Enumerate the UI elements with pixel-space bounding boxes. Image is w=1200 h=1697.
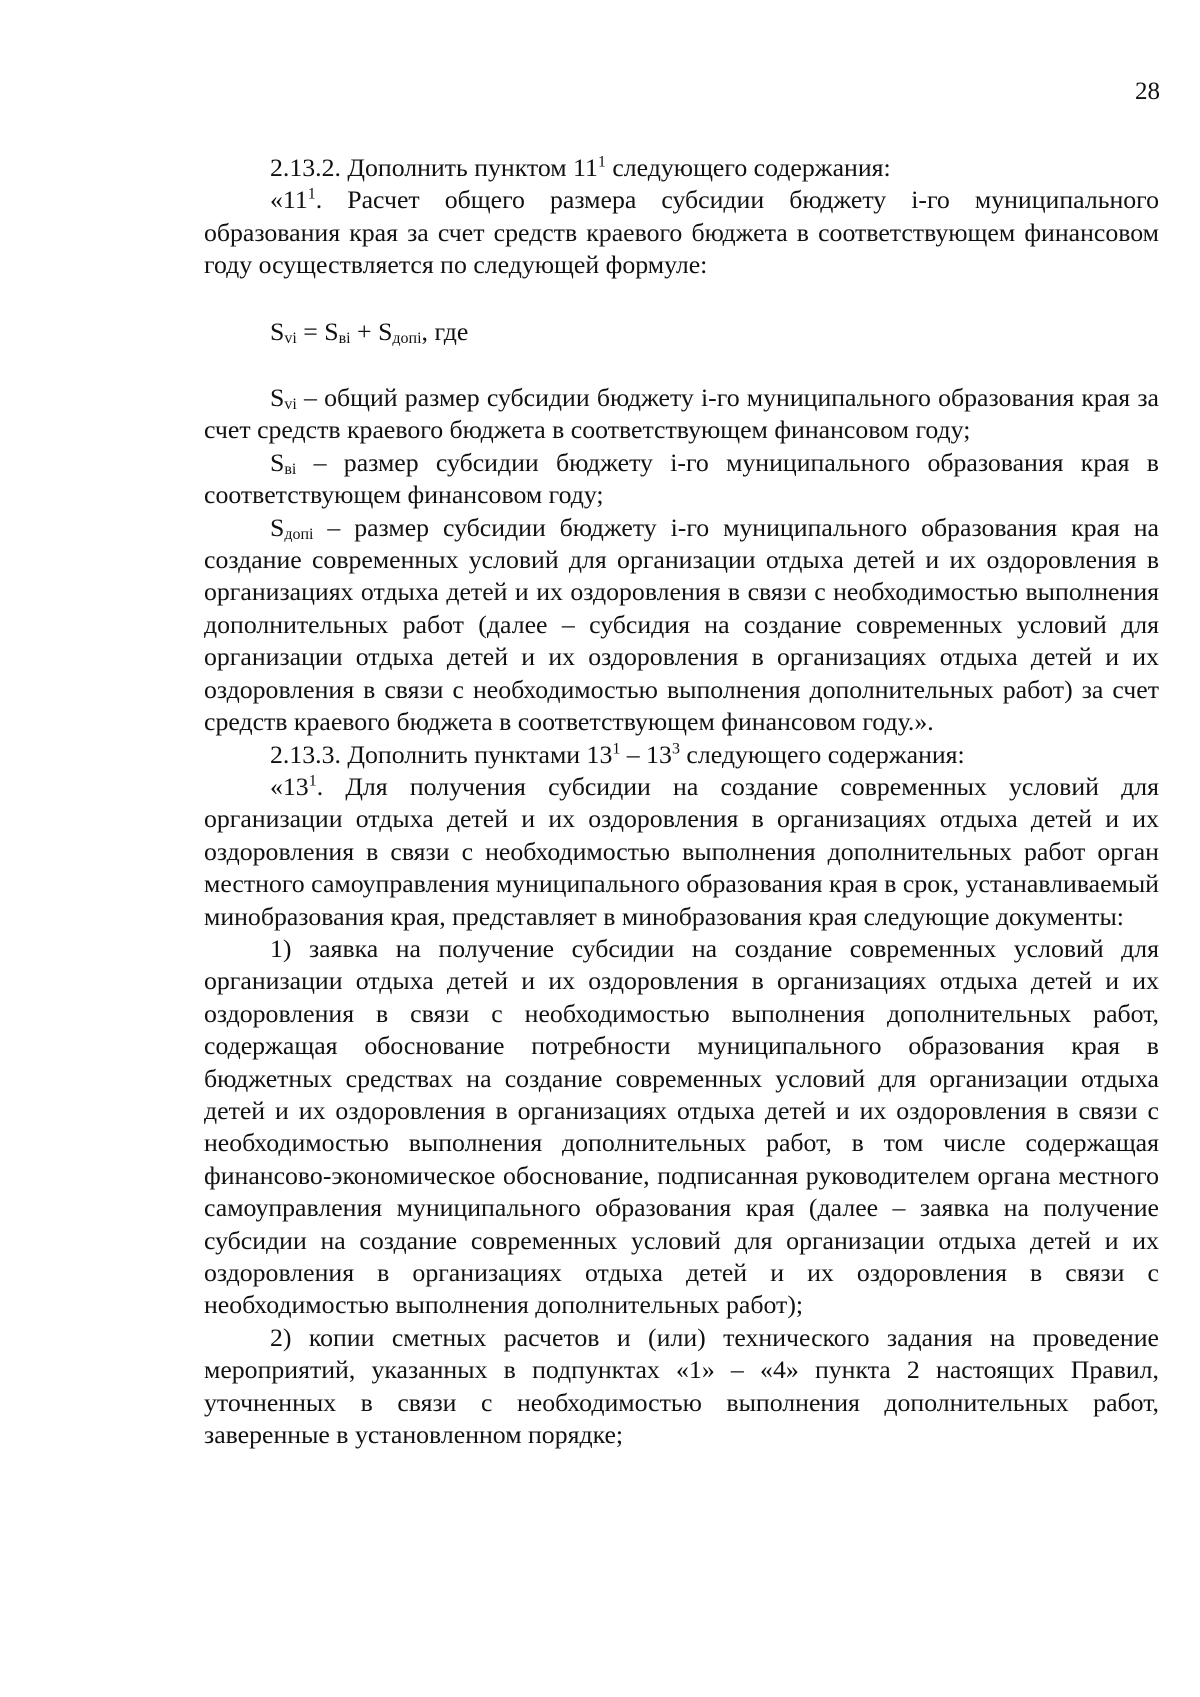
formula: $S_{vi} = S_{вi} + S_{допi}$, где [270,316,469,347]
page-number: 28 [1135,78,1160,105]
paragraph-13-1: «$13^1$. Для получения субсидии на создание современных условий для организации отдыха детей и их оздоровления в организациях отдыха детей и их оздоровления в связи с необходимостью выполнения дополнительных работ орган местного самоуправления муниципального образования края в срок, устанавливаемый минобразования края, представляет в минобразования края следующие документы: [204,771,1159,931]
document-body [204,152,1159,1451]
definition-svi: $S_{vi}$ – общий размер субсидии бюджету i-го муниципального образования края за счет средств краевого бюджета в соответствующем финансовом году; [204,383,1159,445]
paragraph-2-13-2: 2.13.2. Дополнить пунктом $11^1$ следующего содержания: [270,153,891,182]
list-item-2: 2) копии сметных расчетов и (или) технического задания на проведение мероприятий, указанных в подпунктах «1» – «4» пункта 2 настоящих Правил, уточненных в связи с необходимостью выполнения дополнительных работ, заверенные в установленном порядке; [204,1322,1159,1450]
paragraph-11-1: «$11^1$. Расчет общего размера субсидии бюджету i-го муниципального образования края за счет средств краевого бюджета в соответствующем финансовом году осуществляется по следующей формуле: [204,185,1159,280]
list-item-1: 1) заявка на получение субсидии на создание современных условий для организации отдыха детей и их оздоровления в организациях отдыха детей и их оздоровления в связи с необходимостью выполнения дополнительных работ, содержащая обоснование потребности муниципального образования края в бюджетных средствах на создание современных условий для организации отдыха детей и их оздоровления в организациях отдыха детей и их оздоровления в связи с необходимостью выполнения дополнительных работ, в том числе содержащая финансово-экономическое обоснование, подписанная руководителем органа местного самоуправления муниципального образования края (далее – заявка на получение субсидии на создание современных условий для организации отдыха детей и их оздоровления в организациях отдыха детей и их оздоровления в связи с необходимостью выполнения дополнительных работ); [204,933,1159,1320]
definition-sdopi: $S_{допi}$ – размер субсидии бюджету i-го муниципального образования края на создание современных условий для организации отдыха детей и их оздоровления в организациях отдыха детей и их оздоровления в связи с необходимостью выполнения дополнительных работ (далее – субсидия на создание современных условий для организации отдыха детей и их оздоровления в организациях отдыха детей и их оздоровления в связи с необходимостью выполнения дополнительных работ) за счет средств краевого бюджета в соответствующем финансовом году.». [204,512,1159,737]
definition-sbi: $S_{вi}$ – размер субсидии бюджету i-го муниципального образования края в соответствующем финансовом году; [204,447,1159,510]
paragraph-2-13-3: 2.13.3. Дополнить пунктами $13^1 - 13^3$ следующего содержания: [270,739,965,769]
